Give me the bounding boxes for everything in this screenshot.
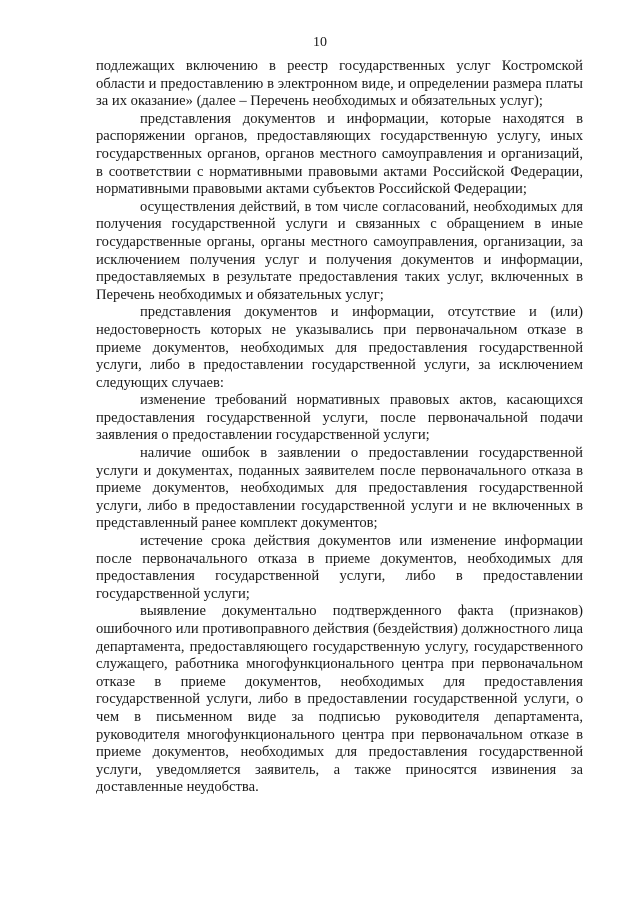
paragraph: наличие ошибок в заявлении о предоставлении государственной услуги и документах, поданных заявителем после первоначального отказа в приеме документов, необходимых для предоставления государственной услуги, либо в предоставлении государственной услуги и не включенных в представленный ранее комплект документов; <box>96 445 583 532</box>
paragraph: выявление документально подтвержденного факта (признаков) ошибочного или противоправного действия (бездействия) должностного лица департамента, предоставляющего государственную услугу, государственного служащего, работника многофункционального центра при первоначальном отказе в приеме документов, необходимых для предоставления государственной услуги, либо в предоставлении государственной услуги, о чем в письменном виде за подписью руководителя департамента, руководителя многофункционального центра при первоначальном отказе в приеме документов, необходимых для предоставления государственной услуги, уведомляется заявитель, а также приносятся извинения за доставленные неудобства. <box>96 603 583 796</box>
paragraph: осуществления действий, в том числе согласований, необходимых для получения государственной услуги и связанных с обращением в иные государственные органы, органы местного самоуправления, организации, за исключением получения услуг и получения документов и информации, предоставляемых в результате предоставления таких услуг, включенных в Перечень необходимых и обязательных услуг; <box>96 198 583 303</box>
paragraph-continuation: подлежащих включению в реестр государственных услуг Костромской области и предоставлению в электронном виде, и определении размера платы за их оказание» (далее – Перечень необходимых и обязательных услуг); <box>96 58 583 110</box>
document-body <box>96 58 583 797</box>
paragraph: представления документов и информации, которые находятся в распоряжении органов, предоставляющих государственную услугу, иных государственных органов, органов местного самоуправления и организаций, в соответствии с нормативными правовыми актами Российской Федерации, нормативными правовыми актами субъектов Российской Федерации; <box>96 110 583 198</box>
page-number: 10 <box>313 35 327 50</box>
paragraph: изменение требований нормативных правовых актов, касающихся предоставления государственной услуги, после первоначальной подачи заявления о предоставлении государственной услуги; <box>96 392 583 444</box>
paragraph: представления документов и информации, отсутствие и (или) недостоверность которых не указывались при первоначальном отказе в приеме документов, необходимых для предоставления государственной услуги, либо в предоставлении государственной услуги, за исключением следующих случаев: <box>96 304 583 391</box>
paragraph: истечение срока действия документов или изменение информации после первоначального отказа в приеме документов, необходимых для предоставления государственной услуги, либо в предоставлении государственной услуги; <box>96 533 583 602</box>
